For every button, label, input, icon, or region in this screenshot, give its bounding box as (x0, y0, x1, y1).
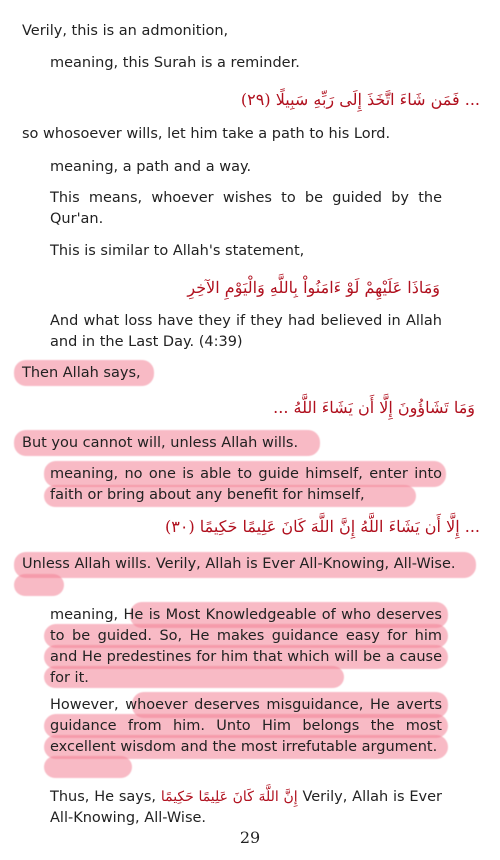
paragraph-text: Thus, He says, (50, 789, 157, 805)
paragraph: But you cannot will, unless Allah wills. (22, 435, 299, 451)
paragraph: meaning, no one is able to guide himself, enter into faith or bring about any benefit for himself, (50, 466, 442, 503)
paragraph (50, 787, 442, 829)
paragraph: meaning, this Surah is a reminder. (50, 55, 300, 71)
paragraph: This is similar to Allah's statement, (50, 243, 305, 259)
highlight-mark (44, 756, 132, 778)
paragraph: Then Allah says, (22, 365, 141, 381)
arabic-verse: ... فَمَن شَاءَ اتَّخَذَ إِلَى رَبِّهِ سَبِيلًا (٢٩) (240, 90, 480, 109)
paragraph: However, whoever deserves misguidance, He averts guidance from him. Unto Him belongs the most excellent wisdom and the most irrefutable argument. (50, 697, 442, 755)
paragraph: meaning, He is Most Knowledgeable of who deserves to be guided. So, He makes guidance easy for him and He predestines for him that which will be a cause for it. (50, 607, 442, 686)
page-number: 29 (239, 828, 261, 847)
arabic-verse: وَمَاذَا عَلَيْهِمْ لَوْ ءَامَنُواْ بِاللَّهِ وَالْيَوْمِ الآخِرِ (187, 278, 440, 297)
paragraph-text: Verily, Allah is Ever All-Knowing, All-Wise. (50, 789, 443, 826)
paragraph: so whosoever wills, let him take a path to his Lord. (22, 126, 391, 142)
arabic-verse: ... إِلَّا أَن يَشَاءَ اللَّهُ إِنَّ اللَّهَ كَانَ عَلِيمًا حَكِيمًا (٣٠) (165, 517, 480, 536)
paragraph: And what loss have they if they had believed in Allah and in the Last Day. (4:39) (50, 313, 442, 350)
paragraph: Unless Allah wills. Verily, Allah is Ever All-Knowing, All-Wise. (22, 556, 456, 572)
paragraph: This means, whoever wishes to be guided by the Qur'an. (50, 190, 442, 227)
paragraph: Verily, this is an admonition, (22, 23, 229, 39)
highlight-mark (14, 574, 64, 596)
arabic-verse: وَمَا تَشَاؤُونَ إِلَّا أَن يَشَاءَ اللَّهُ ... (273, 398, 475, 417)
inline-arabic-verse: إِنَّ اللَّهَ كَانَ عَلِيمًا حَكِيمًا (160, 789, 298, 805)
paragraph: meaning, a path and a way. (50, 159, 252, 175)
